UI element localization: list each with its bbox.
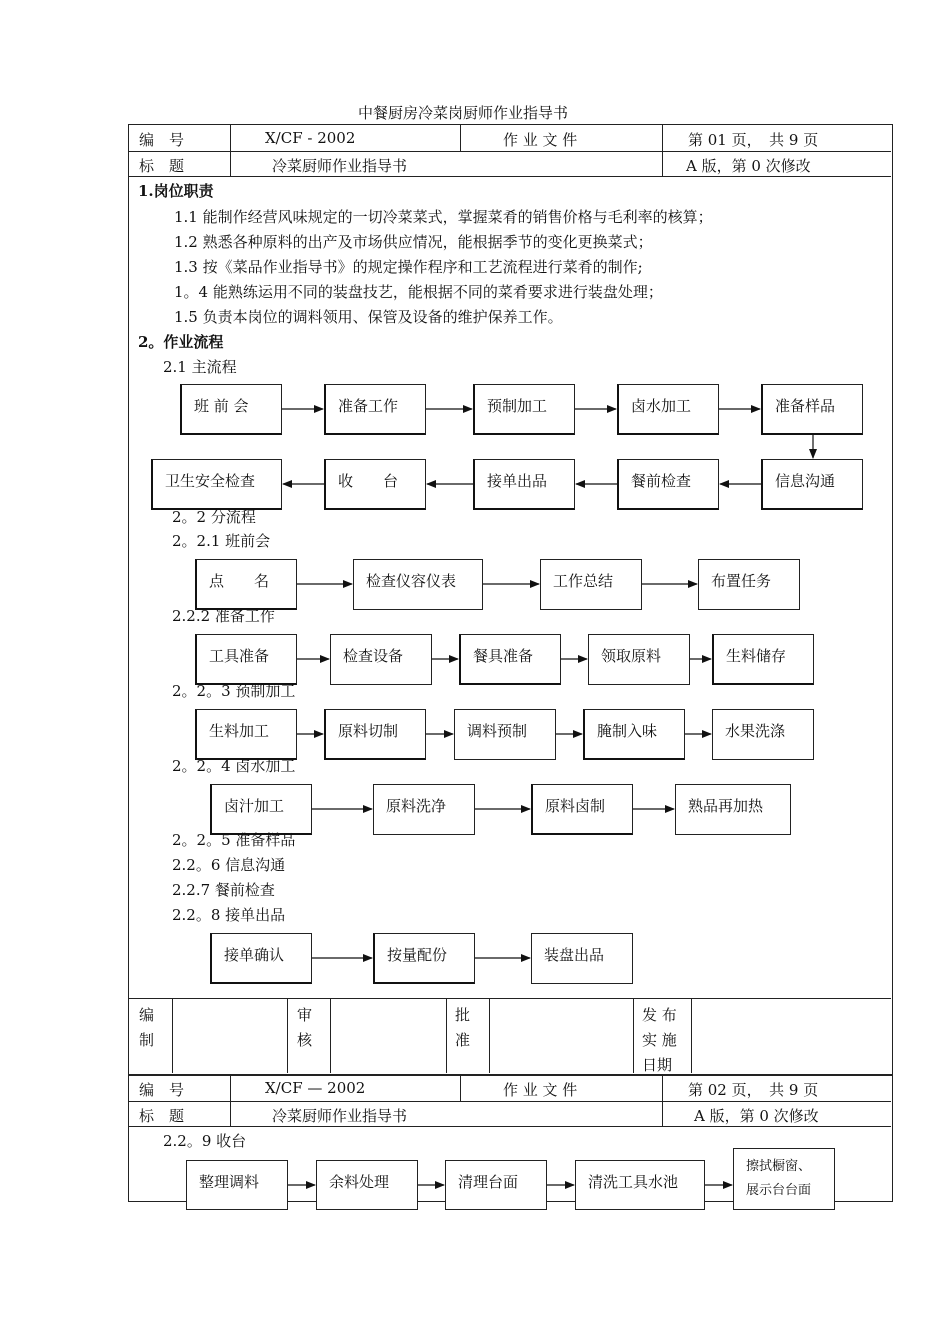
signoff-publish-label: 发 布 bbox=[642, 1006, 677, 1024]
flow-box-raw-storage: 生料储存 bbox=[712, 634, 814, 685]
page2-number-value: X/CF — 2002 bbox=[265, 1079, 366, 1097]
flow-box-clean-counter: 清理台面 bbox=[445, 1160, 547, 1210]
title-value: 冷菜厨师作业指导书 bbox=[272, 157, 408, 175]
subsection-2-2-2-label: 2.2.2 准备工作 bbox=[172, 607, 275, 625]
section2-heading: 2。作业流程 bbox=[138, 333, 224, 351]
flow-box-communication: 信息沟通 bbox=[761, 459, 863, 510]
flow-box-appearance-check: 检查仪容仪表 bbox=[353, 559, 483, 610]
flow-box-brine-making: 卤汁加工 bbox=[210, 784, 312, 835]
flow-box-pre-shift-meeting: 班 前 会 bbox=[180, 384, 282, 435]
number-value: X/CF - 2002 bbox=[265, 129, 356, 147]
flow-box-marinating: 腌制入味 bbox=[583, 709, 685, 760]
signoff-approve-label: 准 bbox=[455, 1031, 471, 1049]
flow-box-clean-tools-sink: 清洗工具水池 bbox=[575, 1160, 705, 1210]
duty-item: 1.1 能制作经营风味规定的一切冷菜菜式，掌握菜肴的销售价格与毛利率的核算； bbox=[174, 208, 713, 226]
flow-box-pre-processing: 预制加工 bbox=[473, 384, 575, 435]
page2-number-label: 编 号 bbox=[139, 1081, 185, 1099]
signoff-publish-label: 日期 bbox=[642, 1056, 673, 1074]
title-label: 标 题 bbox=[139, 157, 185, 175]
signoff-compile-label: 制 bbox=[139, 1031, 155, 1049]
flow-box-reheat: 熟品再加热 bbox=[675, 784, 791, 835]
flow-box-plating: 装盘出品 bbox=[531, 933, 633, 984]
flow-box-wipe-display-line1: 擦拭橱窗、 bbox=[746, 1159, 812, 1174]
flow-box-hygiene-safety-check: 卫生安全检查 bbox=[151, 459, 282, 510]
flow-box-portioning: 按量配份 bbox=[373, 933, 475, 984]
sub-flow-label: 2。2 分流程 bbox=[172, 508, 256, 526]
duty-item: 1.3 按《菜品作业指导书》的规定操作程序和工艺流程进行菜肴的制作; bbox=[174, 258, 643, 276]
signoff-approve-label: 批 bbox=[455, 1006, 471, 1024]
signoff-compile-label: 编 bbox=[139, 1006, 155, 1024]
duty-item: 1。4 能熟练运用不同的装盘技艺，能根据不同的菜肴要求进行装盘处理； bbox=[174, 283, 663, 301]
flow-box-order-serving: 接单出品 bbox=[473, 459, 575, 510]
page2-title-value: 冷菜厨师作业指导书 bbox=[272, 1107, 408, 1125]
flow-box-cutting: 原料切制 bbox=[324, 709, 426, 760]
flow-box-order-confirm: 接单确认 bbox=[210, 933, 312, 984]
flow-box-prepare-samples: 准备样品 bbox=[761, 384, 863, 435]
signoff-publish-label: 实 施 bbox=[642, 1031, 677, 1049]
page2-doc-type: 作 业 文 件 bbox=[503, 1081, 578, 1099]
subsection-2-2-6-label: 2.2。6 信息沟通 bbox=[172, 856, 286, 874]
subsection-2-2-9-label: 2.2。9 收台 bbox=[163, 1132, 247, 1150]
flow-box-closing: 收 台 bbox=[324, 459, 426, 510]
subsection-2-2-1-label: 2。2.1 班前会 bbox=[172, 532, 271, 550]
document-title: 中餐厨房冷菜岗厨师作业指导书 bbox=[357, 104, 568, 122]
subsection-2-2-8-label: 2.2。8 接单出品 bbox=[172, 906, 286, 924]
subsection-2-2-3-label: 2。2。3 预制加工 bbox=[172, 682, 296, 700]
section1-heading: 1.岗位职责 bbox=[138, 182, 214, 200]
doc-type: 作 业 文 件 bbox=[503, 131, 578, 149]
page2-page-info: 第 02 页， 共 9 页 bbox=[688, 1081, 819, 1099]
subsection-2-2-5-label: 2。2。5 准备样品 bbox=[172, 831, 296, 849]
duty-item: 1.2 熟悉各种原料的出产及市场供应情况，能根据季节的变化更换菜式； bbox=[174, 233, 653, 251]
flow-box-pre-meal-check: 餐前检查 bbox=[617, 459, 719, 510]
main-flow-label: 2.1 主流程 bbox=[163, 358, 237, 376]
flow-box-check-equipment: 检查设备 bbox=[330, 634, 432, 685]
flow-box-tableware-prep: 餐具准备 bbox=[459, 634, 561, 685]
flow-box-leftover-handling: 余料处理 bbox=[316, 1160, 418, 1210]
flow-box-roll-call: 点 名 bbox=[195, 559, 297, 610]
flow-box-assign-tasks: 布置任务 bbox=[698, 559, 800, 610]
flow-box-wipe-display-line2: 展示台台面 bbox=[746, 1183, 812, 1198]
flow-box-brine-cooking: 原料卤制 bbox=[531, 784, 633, 835]
flow-box-tidy-seasonings: 整理调料 bbox=[186, 1160, 288, 1210]
flow-box-seasoning-prep: 调料预制 bbox=[454, 709, 556, 760]
version: A 版，第 0 次修改 bbox=[686, 157, 811, 175]
flow-box-wash-materials: 原料洗净 bbox=[373, 784, 475, 835]
subsection-2-2-7-label: 2.2.7 餐前检查 bbox=[172, 881, 275, 899]
flow-box-fruit-washing: 水果洗涤 bbox=[712, 709, 814, 760]
flow-box-preparation: 准备工作 bbox=[324, 384, 426, 435]
number-label: 编 号 bbox=[139, 131, 185, 149]
page-info: 第 01 页， 共 9 页 bbox=[688, 131, 819, 149]
page2-version: A 版，第 0 次修改 bbox=[694, 1107, 819, 1125]
signoff-review-label: 核 bbox=[297, 1031, 313, 1049]
subsection-2-2-4-label: 2。2。4 卤水加工 bbox=[172, 757, 296, 775]
page2-title-label: 标 题 bbox=[139, 1107, 185, 1125]
signoff-review-label: 审 bbox=[297, 1006, 313, 1024]
flow-box-tool-prep: 工具准备 bbox=[195, 634, 297, 685]
duty-item: 1.5 负责本岗位的调料领用、保管及设备的维护保养工作。 bbox=[174, 308, 563, 326]
flow-box-brine-processing: 卤水加工 bbox=[617, 384, 719, 435]
flow-box-collect-materials: 领取原料 bbox=[588, 634, 690, 685]
flow-box-work-summary: 工作总结 bbox=[540, 559, 642, 610]
flow-box-raw-processing: 生料加工 bbox=[195, 709, 297, 760]
